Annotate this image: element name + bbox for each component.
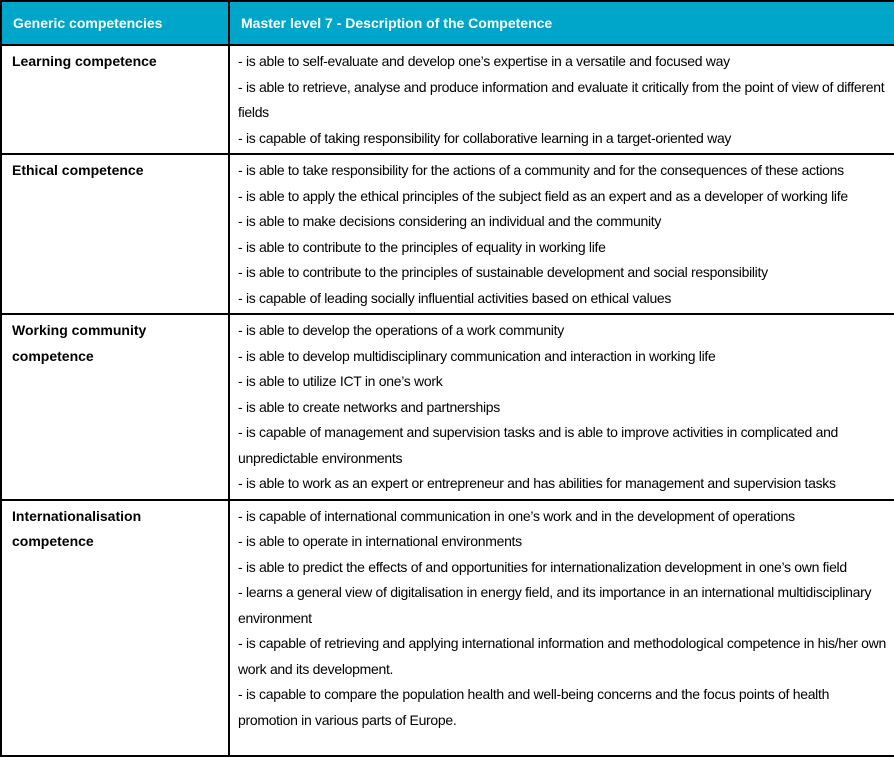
competence-name: Ethical competence xyxy=(1,154,229,314)
description-item: - is capable of management and supervision tasks and is able to improve activities in complicated and unpredictable environments xyxy=(238,424,839,466)
competence-descriptions xyxy=(229,45,894,154)
description-item: - is able to contribute to the principles of equality in working life xyxy=(238,238,606,255)
description-item: - is able to apply the ethical principles of the subject field as an expert and as a developer of working life xyxy=(238,187,848,204)
competence-descriptions xyxy=(229,500,894,756)
table-row-learning-competence xyxy=(1,45,894,154)
description-item: - is able to create networks and partnerships xyxy=(238,398,500,415)
competence-name: Learning competence xyxy=(1,45,229,154)
table-header-row xyxy=(1,1,894,45)
description-item: - is able to work as an expert or entrepreneur and has abilities for management and supervision tasks xyxy=(238,475,836,491)
description-item: - is able to operate in international environments xyxy=(238,533,522,549)
description-item: - is capable of retrieving and applying international information and methodological competence in his/her own work and its development. xyxy=(238,635,886,677)
competence-name: Internationalisation competence xyxy=(1,500,229,756)
table-row-internationalisation-competence xyxy=(1,500,894,756)
description-item: - is able to make decisions considering an individual and the community xyxy=(238,213,662,229)
description-item: - is able to contribute to the principles of sustainable development and social responsibility xyxy=(238,264,768,280)
column-header-master-level-description: Master level 7 - Description of the Competence xyxy=(229,1,894,45)
description-item: - is capable to compare the population health and well-being concerns and the focus points of health promotion in various parts of Europe. xyxy=(238,686,830,728)
competence-name: Working community competence xyxy=(1,314,229,500)
competence-descriptions xyxy=(229,154,894,314)
description-item: - is able to self-evaluate and develop one’s expertise in a versatile and focused way xyxy=(238,53,730,69)
description-item: - is able to retrieve, analyse and produce information and evaluate it critically from the point of view of different fields xyxy=(238,78,885,120)
table-row-working-community-competence xyxy=(1,314,894,500)
description-item: - is able to take responsibility for the actions of a community and for the consequences of these actions xyxy=(238,162,844,178)
table-row-ethical-competence xyxy=(1,154,894,314)
description-item: - is able to predict the effects of and opportunities for internationalization development in one’s own field xyxy=(238,558,847,575)
description-item: - is capable of taking responsibility for collaborative learning in a target-oriented way xyxy=(238,129,732,146)
description-item: - learns a general view of digitalisation in energy field, and its importance in an international multidisciplinary environment xyxy=(238,584,872,626)
column-header-generic-competencies: Generic competencies xyxy=(1,1,229,45)
description-item: - is able to develop multidisciplinary communication and interaction in working life xyxy=(238,347,716,364)
description-item: - is capable of international communication in one’s work and in the development of operations xyxy=(238,507,795,524)
description-item: - is capable of leading socially influential activities based on ethical values xyxy=(238,289,672,306)
description-item: - is able to utilize ICT in one’s work xyxy=(238,373,443,389)
description-item: - is able to develop the operations of a work community xyxy=(238,322,564,338)
competence-descriptions xyxy=(229,314,894,500)
